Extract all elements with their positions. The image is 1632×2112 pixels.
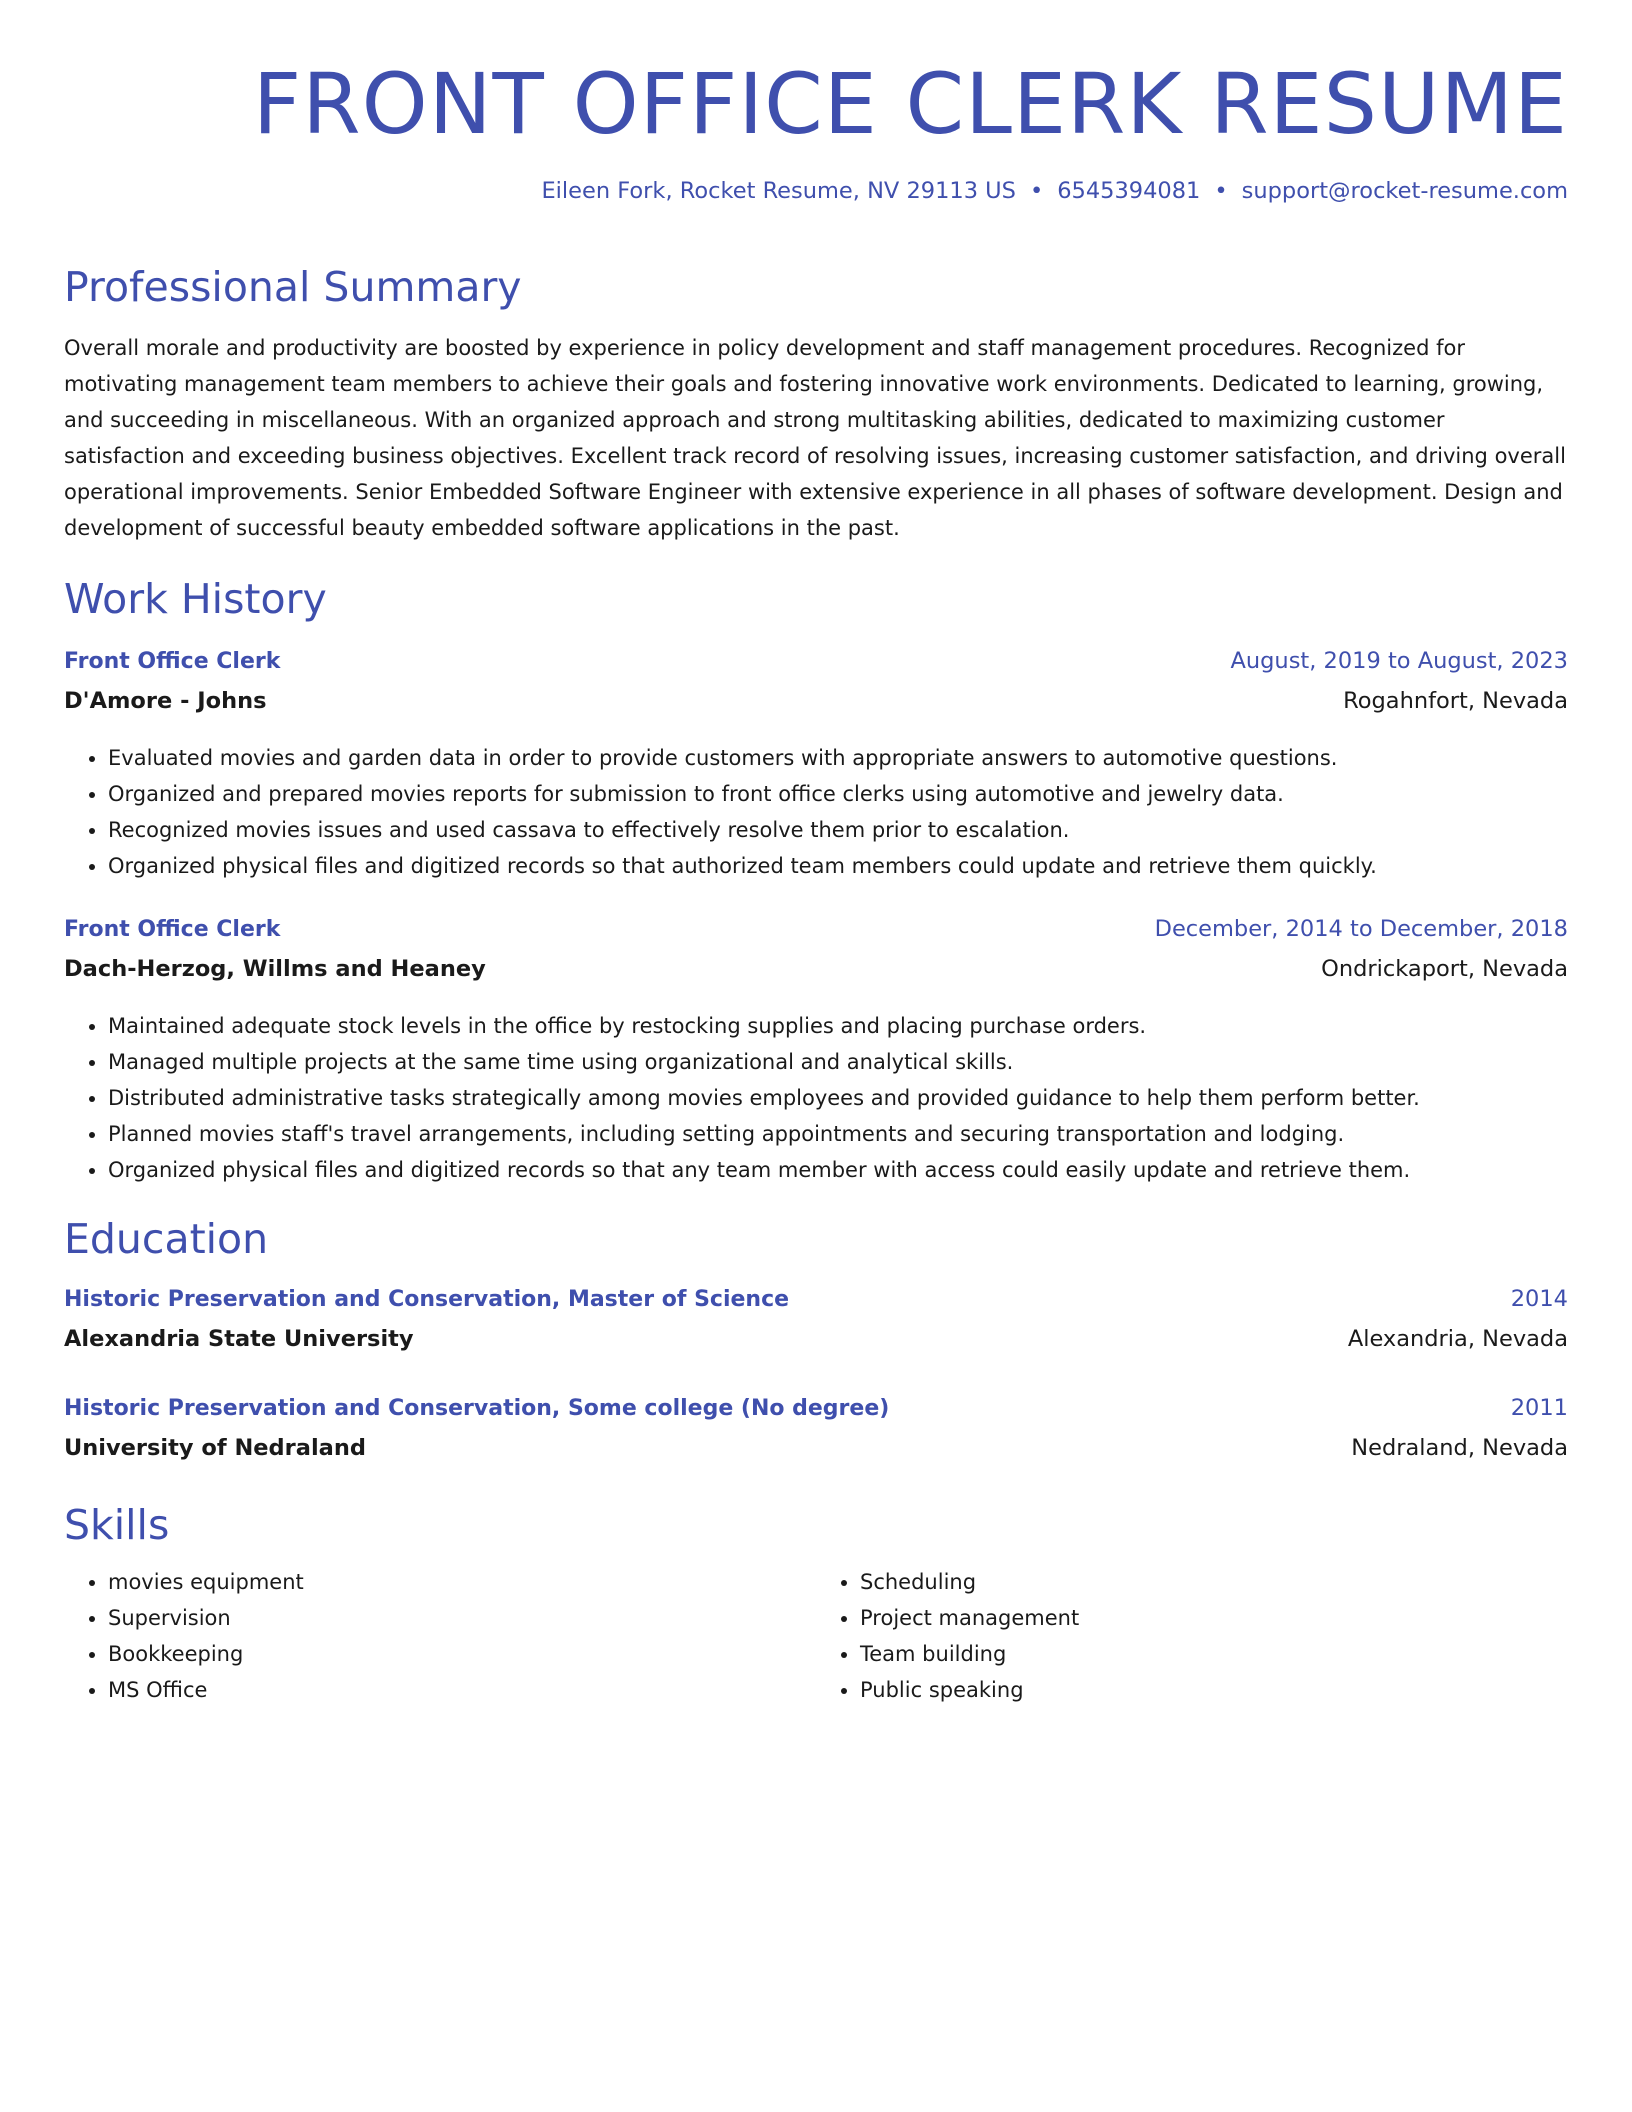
education-year: 2014 [1510, 1286, 1568, 1312]
skill-item: • Project management [860, 1600, 1568, 1636]
education-degree-row [64, 1395, 1568, 1435]
education-year: 2011 [1510, 1395, 1568, 1421]
skill-item: • Bookkeeping [108, 1636, 816, 1672]
work-heading: Work History [64, 575, 327, 623]
education-school: Alexandria State University [64, 1326, 414, 1352]
education-school-row [64, 1435, 1568, 1475]
job-entry [64, 648, 1568, 884]
summary-heading: Professional Summary [64, 263, 522, 311]
job-title: Front Office Clerk [64, 917, 281, 942]
education-school-row [64, 1326, 1568, 1366]
education-degree: Historic Preservation and Conservation, Master of Science [64, 1287, 790, 1312]
job-title-row [64, 916, 1568, 956]
job-dates: December, 2014 to December, 2018 [1154, 916, 1568, 942]
contact-email: support@rocket-resume.com [1241, 178, 1568, 204]
job-location: Ondrickaport, Nevada [1321, 956, 1568, 982]
skills-left-list [64, 1564, 816, 1708]
job-company: D'Amore - Johns [64, 688, 267, 714]
contact-separator: • [1214, 178, 1228, 204]
education-entry [64, 1286, 1568, 1366]
job-title-row [64, 648, 1568, 688]
skills-columns [64, 1564, 1568, 1708]
education-school: University of Nedraland [64, 1435, 366, 1461]
skills-right-list [816, 1564, 1568, 1708]
education-location: Alexandria, Nevada [1347, 1326, 1568, 1352]
skill-item: • Public speaking [860, 1672, 1568, 1708]
resume-title: FRONT OFFICE CLERK RESUME [252, 55, 1568, 153]
work-section [64, 574, 1568, 624]
list-item: • Evaluated movies and garden data in order to provide customers with appropriate answers to automotive questions. [108, 740, 1568, 776]
job-company: Dach-Herzog, Willms and Heaney [64, 956, 486, 982]
list-item: • Managed multiple projects at the same time using organizational and analytical skills. [108, 1044, 1568, 1080]
job-title: Front Office Clerk [64, 649, 281, 674]
skill-item: • Supervision [108, 1600, 816, 1636]
education-entry [64, 1395, 1568, 1475]
education-location: Nedraland, Nevada [1351, 1435, 1568, 1461]
education-section [64, 1214, 1568, 1264]
list-item: • Distributed administrative tasks strategically among movies employees and provided guidance to help them perform better. [108, 1080, 1568, 1116]
list-item: • Planned movies staff's travel arrangements, including setting appointments and securing transportation and lodging. [108, 1116, 1568, 1152]
list-item: • Recognized movies issues and used cassava to effectively resolve them prior to escalation. [108, 812, 1568, 848]
skills-heading: Skills [64, 1501, 170, 1549]
summary-section [64, 262, 1568, 546]
job-entry [64, 916, 1568, 1188]
contact-phone: 6545394081 [1057, 178, 1201, 204]
list-item: • Organized physical files and digitized records so that any team member with access could easily update and retrieve them. [108, 1152, 1568, 1188]
skill-item: • movies equipment [108, 1564, 816, 1600]
education-heading: Education [64, 1215, 269, 1263]
job-location: Rogahnfort, Nevada [1343, 688, 1568, 714]
job-company-row [64, 688, 1568, 728]
list-item: • Organized physical files and digitized records so that authorized team members could update and retrieve them quickly. [108, 848, 1568, 884]
skill-item: • MS Office [108, 1672, 816, 1708]
skills-section [64, 1500, 1568, 1708]
education-degree-row [64, 1286, 1568, 1326]
job-bullets [64, 1008, 1568, 1188]
contact-address: Eileen Fork, Rocket Resume, NV 29113 US [541, 178, 1016, 204]
skill-item: • Scheduling [860, 1564, 1568, 1600]
skill-item: • Team building [860, 1636, 1568, 1672]
contact-line [541, 176, 1568, 206]
education-degree: Historic Preservation and Conservation, Some college (No degree) [64, 1396, 890, 1421]
list-item: • Maintained adequate stock levels in the office by restocking supplies and placing purchase orders. [108, 1008, 1568, 1044]
job-company-row [64, 956, 1568, 996]
job-bullets [64, 740, 1568, 884]
summary-text: Overall morale and productivity are boosted by experience in policy development and staff management procedures. Recognized for motivating management team members to achieve their goals and fostering innovative work environments. Dedicated to learning, growing, and succeeding in miscellaneous. With an organized approach and strong multitasking abilities, dedicated to maximizing customer satisfaction and exceeding business objectives. Excellent track record of resolving issues, increasing customer satisfaction, and driving overall operational improvements. Senior Embedded Software Engineer with extensive experience in all phases of software development. Design and development of successful beauty embedded software applications in the past. [64, 336, 1566, 540]
job-dates: August, 2019 to August, 2023 [1230, 648, 1568, 674]
list-item: • Organized and prepared movies reports for submission to front office clerks using automotive and jewelry data. [108, 776, 1568, 812]
contact-separator: • [1029, 178, 1044, 204]
